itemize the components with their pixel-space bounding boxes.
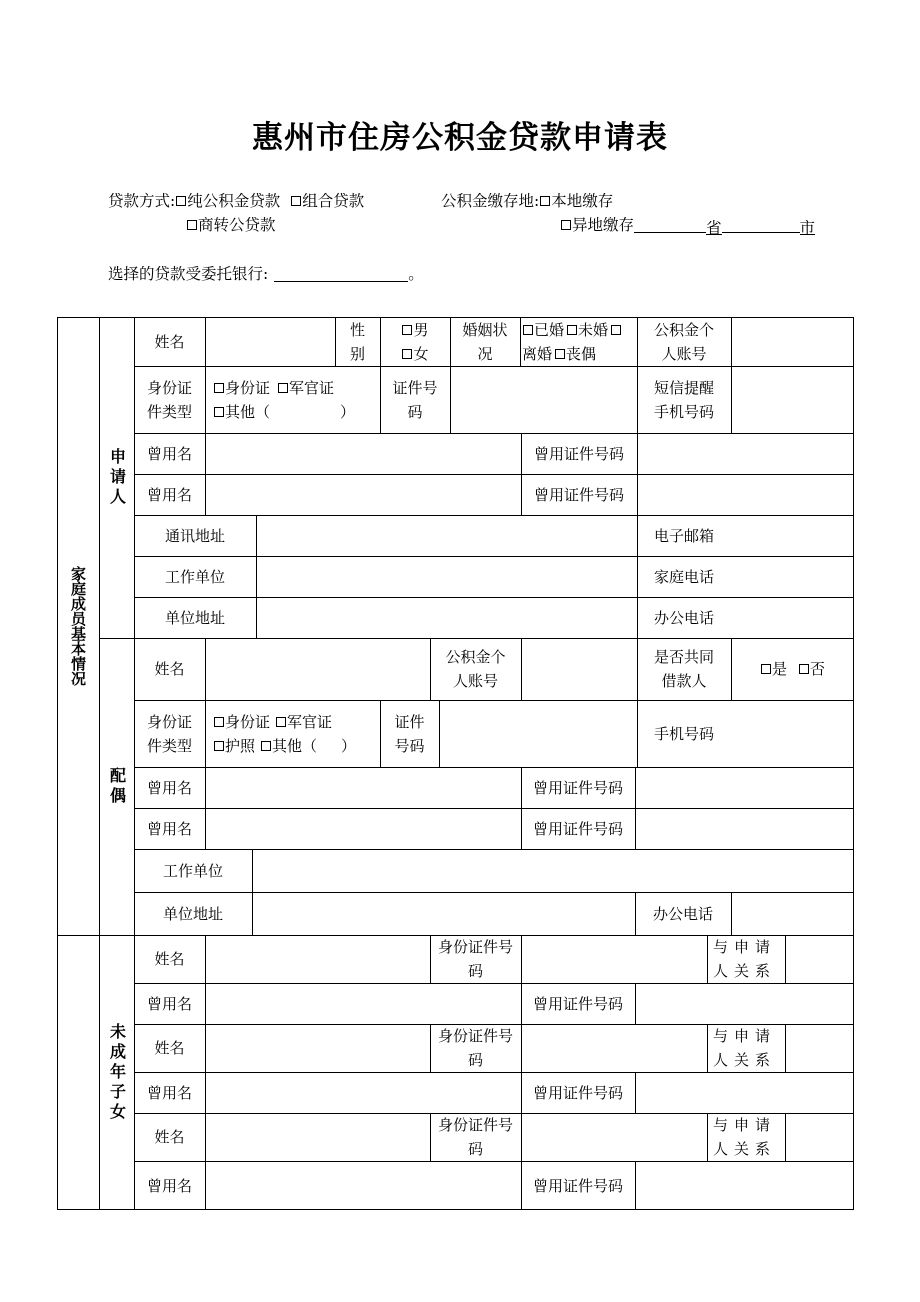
commercial-row xyxy=(186,215,276,235)
child-2-name-label: 姓名 xyxy=(154,1039,185,1057)
co-borrower-yes-checkbox[interactable] xyxy=(761,664,771,674)
female-checkbox[interactable] xyxy=(402,349,412,359)
co-borrower-label: 是否共同借款人 xyxy=(653,648,714,690)
applicant-employer-label: 工作单位 xyxy=(164,567,225,586)
applicant-fund-account-field[interactable] xyxy=(731,317,854,366)
child-2-former-id-label: 曾用证件号码 xyxy=(532,1083,623,1102)
spouse-id-card-checkbox[interactable] xyxy=(214,717,224,727)
spouse-name-label: 姓名 xyxy=(154,660,185,678)
officer-card-checkbox[interactable] xyxy=(278,383,288,393)
bank-blank[interactable] xyxy=(274,265,408,282)
applicant-former-name-label-1: 曾用名 xyxy=(146,444,192,463)
spouse-office-phone-field[interactable] xyxy=(731,892,854,935)
child-3-id-field[interactable] xyxy=(521,1113,707,1161)
address-label: 通讯地址 xyxy=(164,526,225,545)
spouse-id-type-options: 身份证 军官证 护照 其他（ ） xyxy=(205,700,380,767)
loan-method-label: 贷款方式: xyxy=(108,192,176,210)
sms-phone-label: 短信提醒手机号码 xyxy=(653,378,714,421)
child-3-former-id-field[interactable] xyxy=(635,1161,854,1210)
spouse-name-field[interactable] xyxy=(205,638,430,700)
child-3-former-id-label: 曾用证件号码 xyxy=(532,1176,623,1195)
child-3-name-label: 姓名 xyxy=(154,1128,185,1146)
applicant-name-label: 姓名 xyxy=(154,332,185,351)
child-3-relation-field[interactable] xyxy=(785,1113,854,1161)
widowed-checkbox[interactable] xyxy=(555,349,565,359)
applicant-former-name-field-2[interactable] xyxy=(205,474,521,515)
applicant-former-name-label-2: 曾用名 xyxy=(146,485,192,504)
spouse-id-no-field[interactable] xyxy=(439,700,637,767)
spouse-mobile-field[interactable] xyxy=(731,700,854,767)
divorced-checkbox[interactable] xyxy=(611,325,621,335)
child-1-former-id-label: 曾用证件号码 xyxy=(532,994,623,1013)
spouse-former-id-label-2: 曾用证件号码 xyxy=(532,819,623,838)
pure-fund-checkbox[interactable] xyxy=(176,196,186,206)
child-3-id-label: 身份证件号码 xyxy=(438,1116,514,1158)
applicant-employer-addr-label: 单位地址 xyxy=(164,608,225,627)
spouse-passport-checkbox[interactable] xyxy=(214,741,224,751)
child-2-former-name-label: 曾用名 xyxy=(146,1083,192,1102)
spouse-office-phone-label: 办公电话 xyxy=(652,904,713,923)
spouse-other-id-checkbox[interactable] xyxy=(261,741,271,751)
bank-row xyxy=(108,264,424,284)
applicant-id-type-options: 身份证 军官证 其他（ ） xyxy=(205,366,380,433)
spouse-former-name-label-1: 曾用名 xyxy=(146,778,192,797)
gender-label: 性别 xyxy=(349,320,365,363)
child-1-former-name-label: 曾用名 xyxy=(146,994,192,1013)
combo-loan-label: 组合贷款 xyxy=(302,192,365,210)
loan-method-row xyxy=(108,191,364,211)
applicant-former-id-field-2[interactable] xyxy=(637,474,854,515)
local-deposit-checkbox[interactable] xyxy=(540,196,550,206)
co-borrower-no-checkbox[interactable] xyxy=(799,664,809,674)
child-1-former-id-field[interactable] xyxy=(635,983,854,1024)
spouse-officer-card-checkbox[interactable] xyxy=(276,717,286,727)
province-blank[interactable] xyxy=(634,216,706,233)
child-2-former-id-field[interactable] xyxy=(635,1072,854,1113)
spouse-former-name-field-2[interactable] xyxy=(205,808,521,849)
spouse-former-id-field-2[interactable] xyxy=(635,808,854,849)
spouse-mobile-label: 手机号码 xyxy=(653,724,714,743)
child-1-name-label: 姓名 xyxy=(154,950,185,968)
child-3-relation-label: 与申请人关系 xyxy=(713,1116,777,1158)
child-2-relation-field[interactable] xyxy=(785,1024,854,1072)
gender-options: 男 女 xyxy=(380,317,450,366)
spouse-id-no-label: 证件号码 xyxy=(394,712,425,755)
combo-loan-checkbox[interactable] xyxy=(291,196,301,206)
form-title: 惠州市住房公积金贷款申请表 xyxy=(252,120,668,156)
bank-end: 。 xyxy=(408,265,424,283)
child-1-former-name-field[interactable] xyxy=(205,983,521,1024)
address-field[interactable] xyxy=(256,515,637,556)
spouse-fund-account-label: 公积金个人账号 xyxy=(445,648,506,690)
email-label: 电子邮箱 xyxy=(653,526,714,545)
child-2-id-label: 身份证件号码 xyxy=(438,1027,514,1069)
city-blank[interactable] xyxy=(722,216,800,233)
spouse-id-type-label: 身份证件类型 xyxy=(146,712,192,755)
remote-deposit-row xyxy=(560,215,815,235)
spouse-former-id-label-1: 曾用证件号码 xyxy=(532,778,623,797)
applicant-former-id-field-1[interactable] xyxy=(637,433,854,474)
child-1-id-label: 身份证件号码 xyxy=(438,938,514,980)
applicant-section-label: 申请人 xyxy=(107,447,127,508)
applicant-id-type-label: 身份证件类型 xyxy=(146,378,192,421)
child-3-former-name-field[interactable] xyxy=(205,1161,521,1210)
email-field[interactable] xyxy=(731,515,854,556)
spouse-employer-addr-label: 单位地址 xyxy=(162,904,223,923)
pure-fund-label: 纯公积金贷款 xyxy=(187,192,281,210)
applicant-office-phone-label: 办公电话 xyxy=(653,608,714,627)
spouse-employer-addr-field[interactable] xyxy=(252,892,635,935)
married-checkbox[interactable] xyxy=(523,325,533,335)
applicant-employer-addr-field[interactable] xyxy=(256,597,637,638)
marital-label: 婚姻状况 xyxy=(462,320,508,363)
province-label: 省 xyxy=(706,219,722,237)
home-phone-label: 家庭电话 xyxy=(653,567,714,586)
spouse-section-label: 配偶 xyxy=(107,766,127,807)
applicant-id-no-field[interactable] xyxy=(450,366,637,433)
applicant-employer-field[interactable] xyxy=(256,556,637,597)
child-3-former-name-label: 曾用名 xyxy=(146,1176,192,1195)
applicant-former-id-label-2: 曾用证件号码 xyxy=(533,485,624,504)
applicant-office-phone-field[interactable] xyxy=(731,597,854,638)
child-2-relation-label: 与申请人关系 xyxy=(713,1027,777,1069)
child-2-former-name-field[interactable] xyxy=(205,1072,521,1113)
applicant-former-id-label-1: 曾用证件号码 xyxy=(533,444,624,463)
spouse-employer-field[interactable] xyxy=(252,849,854,892)
child-2-name-field[interactable] xyxy=(205,1024,430,1072)
spouse-former-name-field-1[interactable] xyxy=(205,767,521,808)
applicant-fund-account-label: 公积金个人账号 xyxy=(653,320,714,363)
commercial-transfer-label: 商转公贷款 xyxy=(198,216,276,234)
applicant-name-field[interactable] xyxy=(205,317,335,366)
home-phone-field[interactable] xyxy=(731,556,854,597)
local-deposit-label: 本地缴存 xyxy=(551,192,614,210)
child-3-name-field[interactable] xyxy=(205,1113,430,1161)
applicant-id-no-label: 证件号码 xyxy=(392,378,438,421)
bank-label: 选择的贷款受委托银行: xyxy=(108,265,269,283)
child-1-id-field[interactable] xyxy=(521,935,707,983)
child-1-relation-label: 与申请人关系 xyxy=(713,938,777,980)
family-section-label: 家庭成员基本情况 xyxy=(69,566,87,686)
co-borrower-options: 是 否 xyxy=(731,638,854,700)
child-1-relation-field[interactable] xyxy=(785,935,854,983)
deposit-row xyxy=(441,191,613,211)
spouse-former-id-field-1[interactable] xyxy=(635,767,854,808)
other-id-checkbox[interactable] xyxy=(214,407,224,417)
remote-deposit-label: 异地缴存 xyxy=(572,216,635,234)
city-label: 市 xyxy=(799,219,816,237)
deposit-label: 公积金缴存地: xyxy=(441,192,540,210)
spouse-former-name-label-2: 曾用名 xyxy=(146,819,192,838)
male-checkbox[interactable] xyxy=(402,325,412,335)
spouse-fund-account-field[interactable] xyxy=(521,638,637,700)
application-table xyxy=(57,317,854,1210)
marital-options: 已婚 未婚 离婚 丧偶 xyxy=(520,317,637,366)
applicant-former-name-field-1[interactable] xyxy=(205,433,521,474)
sms-phone-field[interactable] xyxy=(731,366,854,433)
unmarried-checkbox[interactable] xyxy=(567,325,577,335)
commercial-transfer-checkbox[interactable] xyxy=(187,220,197,230)
remote-deposit-checkbox[interactable] xyxy=(561,220,571,230)
child-2-id-field[interactable] xyxy=(521,1024,707,1072)
child-1-name-field[interactable] xyxy=(205,935,430,983)
children-section-label: 未成年子女 xyxy=(107,1022,127,1123)
spouse-employer-label: 工作单位 xyxy=(162,861,223,880)
id-card-checkbox[interactable] xyxy=(214,383,224,393)
